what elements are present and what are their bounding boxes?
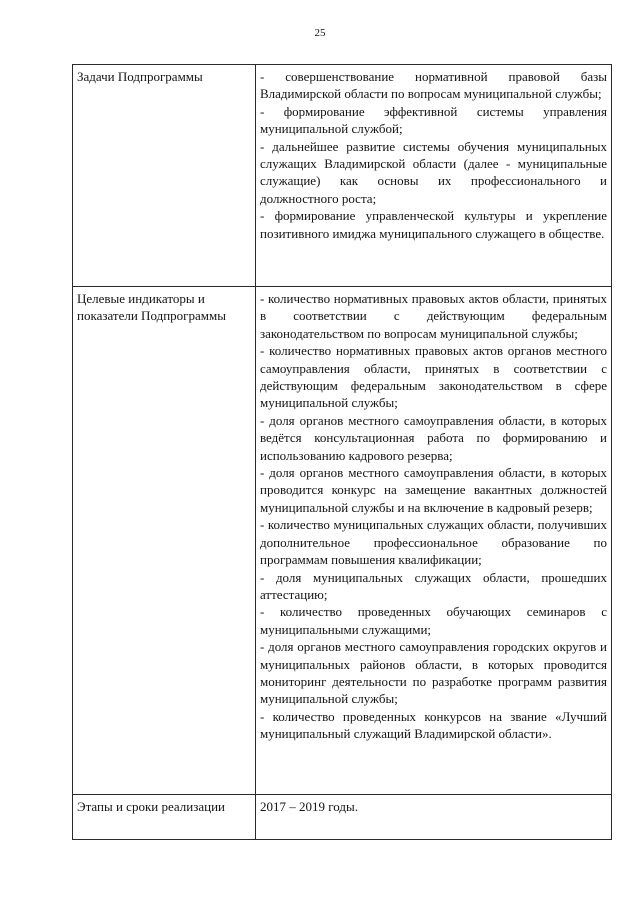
table-row-indicators (73, 287, 612, 795)
row-label: Задачи Подпрограммы (73, 65, 256, 287)
row-label: Этапы и сроки реализации (73, 795, 256, 840)
subprogram-passport-table (72, 64, 612, 840)
row-label: Целевые индикаторы и показатели Подпрограммы (73, 287, 256, 795)
list-item: - доля органов местного самоуправления области, в которых проводится конкурс на замещение вакантных должностей муниципальной службы и на включение в кадровый резерв; (260, 465, 607, 515)
list-item: - доля органов местного самоуправления области, в которых ведётся консультационная работа по формированию и использованию кадрового резерва; (260, 412, 607, 463)
list-item: - количество проведенных обучающих семинаров с муниципальными служащими; (260, 604, 607, 637)
table-row-terms (73, 795, 612, 840)
row-value (256, 287, 612, 795)
list-item: - доля органов местного самоуправления городских округов и муниципальных районов области, в которых проводится мониторинг деятельности по разработке программ развития муниципальной службы; (260, 639, 607, 707)
list-item: - формирование управленческой культуры и укрепление позитивного имиджа муниципального служащего в обществе. (260, 208, 607, 241)
row-value (256, 65, 612, 287)
list-item: - количество муниципальных служащих области, получивших дополнительное профессиональное образование по программам повышения квалификации; (260, 517, 607, 568)
list-item: - совершенствование нормативной правовой базы Владимирской области по вопросам муниципальной службы; (260, 69, 607, 102)
list-item: - количество проведенных конкурсов на звание «Лучший муниципальный служащий Владимирской области». (260, 708, 607, 742)
list-item: - доля муниципальных служащих области, прошедших аттестацию; (260, 569, 607, 602)
row-value (256, 795, 612, 840)
table-row-tasks (73, 65, 612, 287)
page-number: 25 (314, 27, 326, 39)
list-item: - количество нормативных правовых актов органов местного самоуправления области, принятых в соответствии с действующим федеральным законодательством в сфере муниципальной службы; (260, 343, 607, 411)
list-item: 2017 – 2019 годы. (260, 799, 358, 814)
list-item: - количество нормативных правовых актов области, принятых в соответствии с действующим федеральным законодательством по вопросам муниципальной службы; (260, 291, 607, 341)
list-item: - дальнейшее развитие системы обучения муниципальных служащих Владимирской области (далее - муниципальные служащие) как основы их профессионального и должностного роста; (260, 138, 607, 206)
list-item: - формирование эффективной системы управления муниципальной службой; (260, 103, 607, 137)
